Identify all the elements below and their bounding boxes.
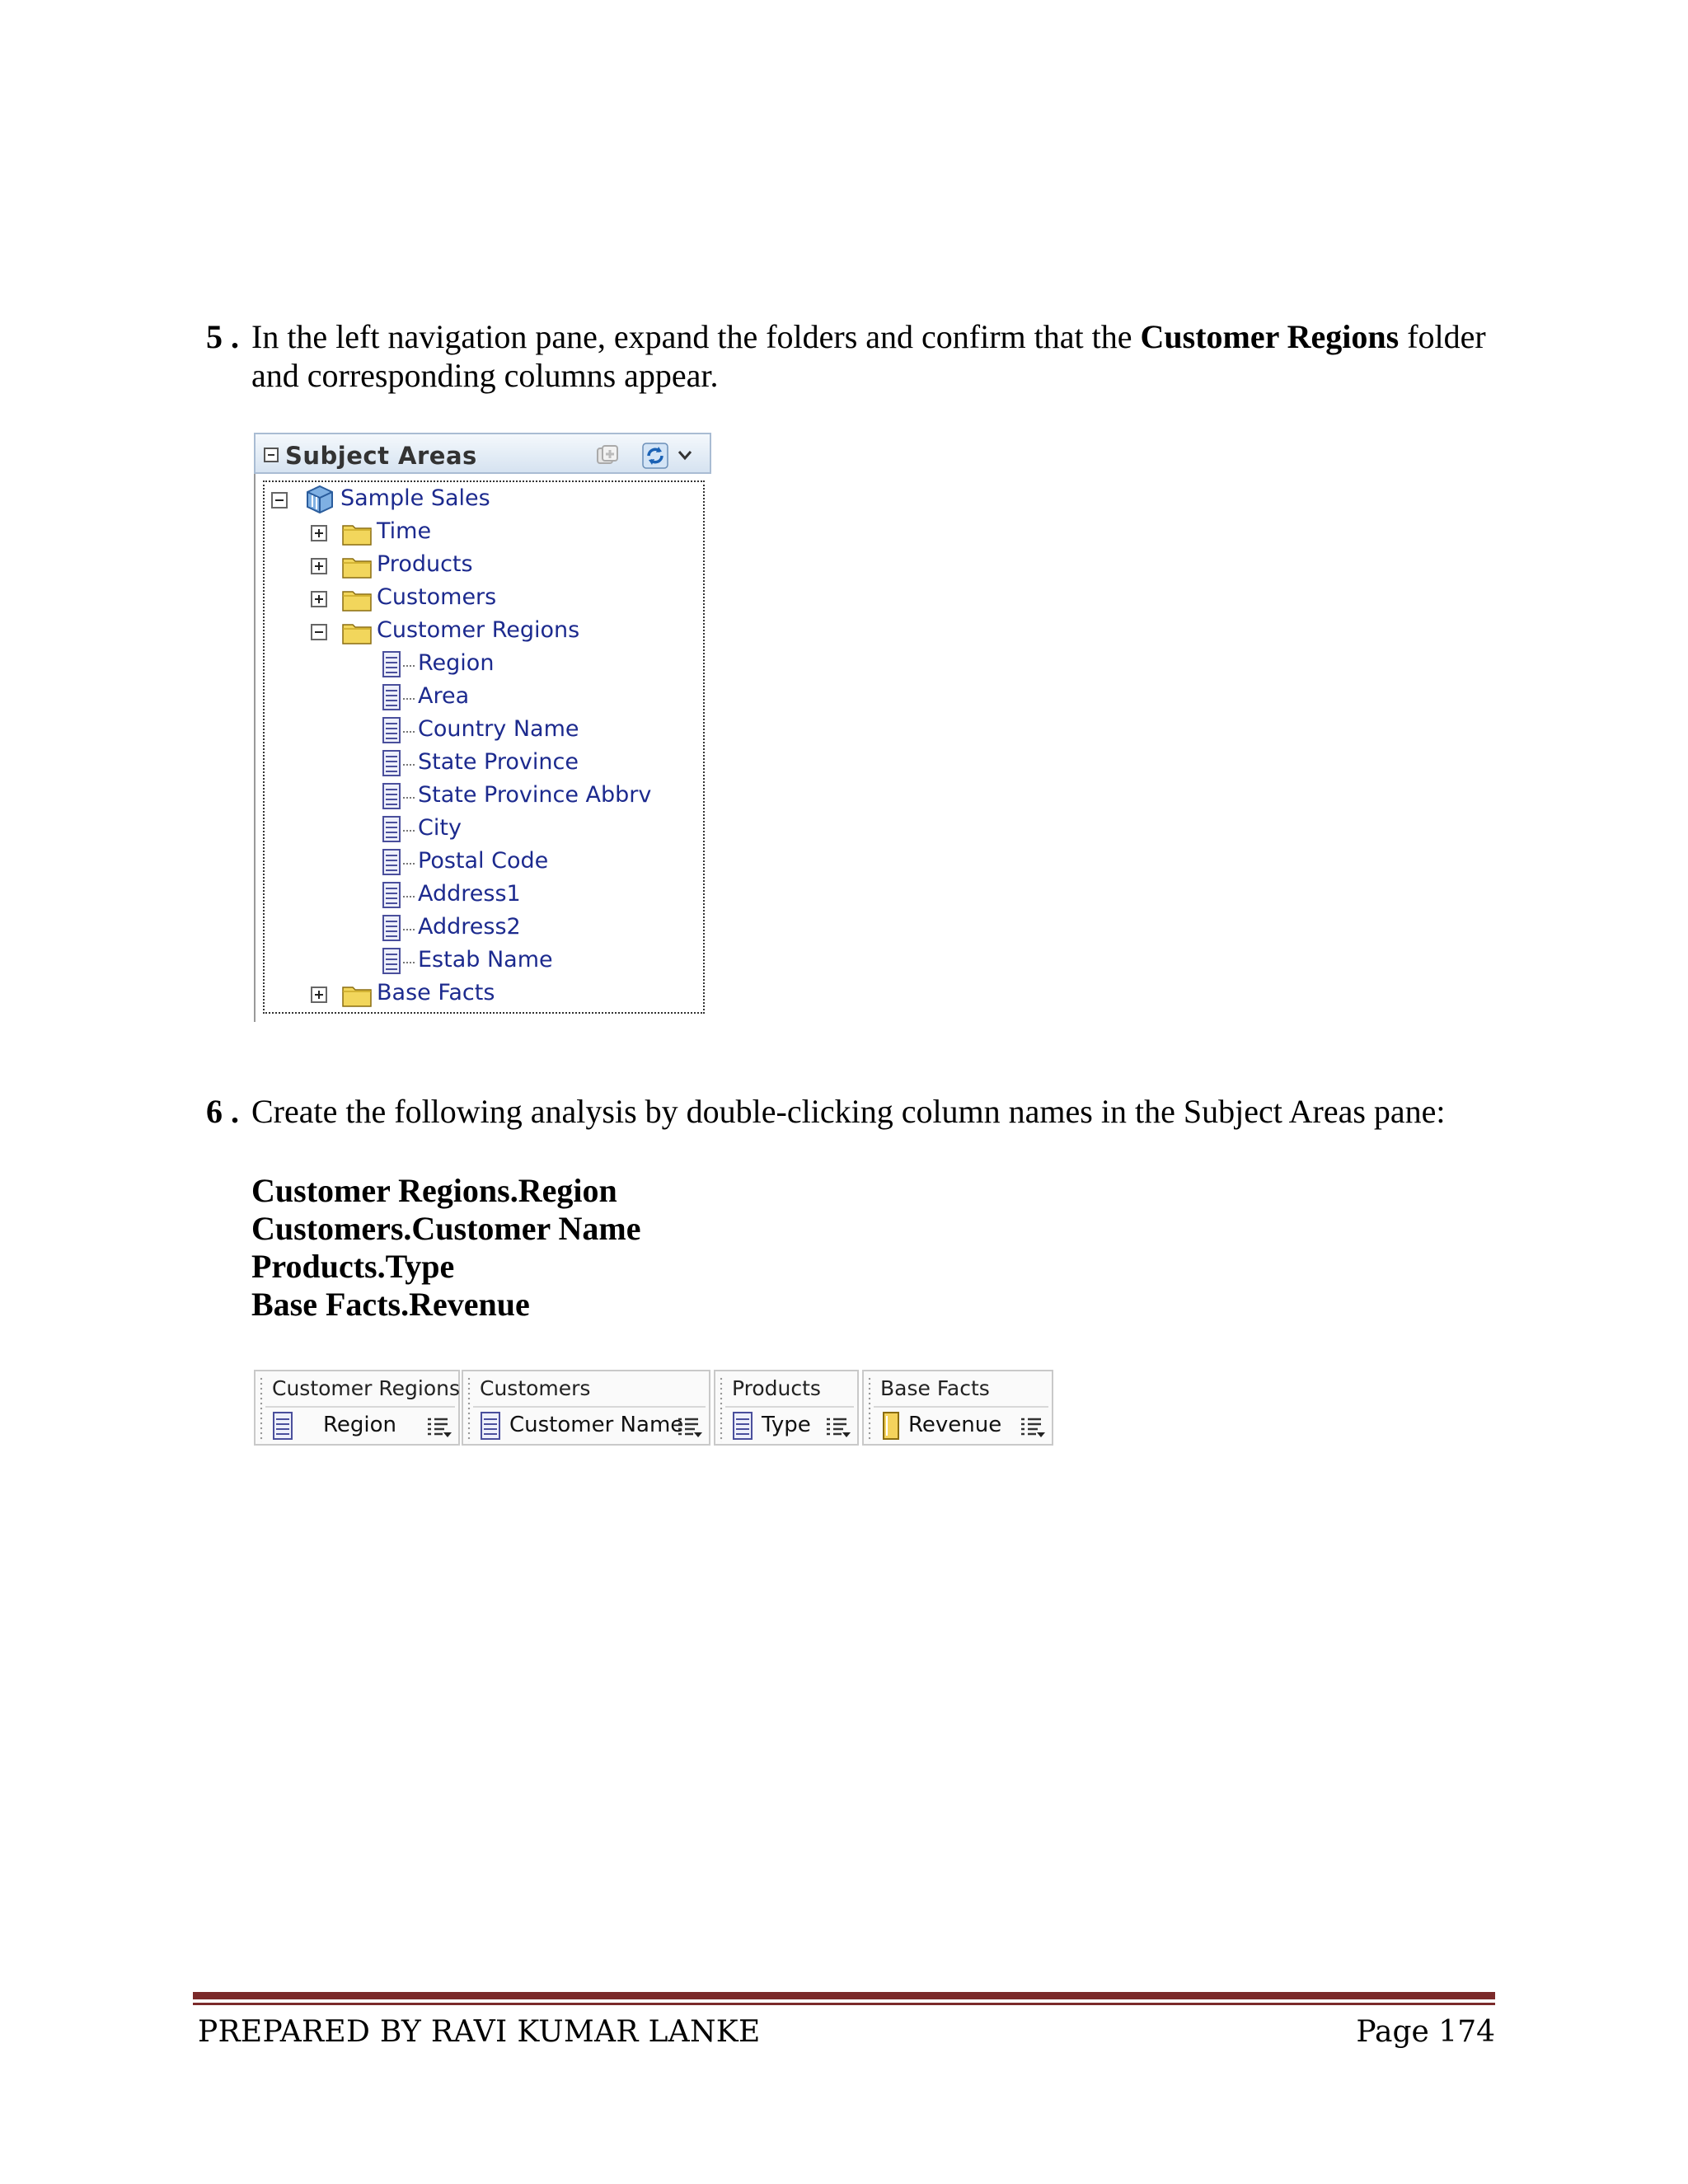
criteria-column-revenue[interactable] — [862, 1370, 1053, 1446]
measure-column-icon — [880, 1411, 902, 1441]
expand-icon[interactable] — [311, 987, 327, 1003]
footer-author: PREPARED BY RAVI KUMAR LANKE — [198, 2015, 761, 2049]
tree-node-label: City — [418, 815, 462, 841]
tree-node-label: Products — [377, 551, 473, 577]
criteria-folder-label: Customers — [480, 1376, 591, 1400]
criteria-column-type[interactable] — [714, 1370, 859, 1446]
criteria-column-customer-name[interactable] — [462, 1370, 710, 1446]
analysis-column: Base Facts.Revenue — [251, 1286, 530, 1323]
add-subject-area-icon[interactable] — [595, 443, 620, 468]
tree-node-label: Address2 — [418, 914, 521, 940]
panel-title: Subject Areas — [285, 442, 477, 470]
expand-icon[interactable] — [311, 558, 327, 574]
tree-node-label: Country Name — [418, 716, 579, 742]
attribute-column-icon — [272, 1411, 293, 1441]
folder-icon — [342, 554, 372, 579]
subject-area-cube-icon — [304, 484, 335, 515]
collapse-icon[interactable] — [271, 492, 288, 509]
column-options-icon[interactable] — [676, 1414, 704, 1441]
attribute-column-icon — [382, 650, 401, 678]
step-number: 6 . — [206, 1093, 239, 1130]
footer-rule — [193, 1992, 1495, 1999]
column-options-icon[interactable] — [824, 1414, 852, 1441]
tree-node-label: Time — [377, 518, 432, 544]
criteria-folder-label: Customer Regions — [272, 1376, 460, 1400]
tree-node-label: Customer Regions — [377, 617, 580, 643]
attribute-column-icon — [382, 716, 401, 744]
tree-node-label: Estab Name — [418, 947, 553, 972]
drag-handle[interactable] — [867, 1376, 872, 1442]
folder-icon — [342, 521, 372, 546]
attribute-column-icon — [732, 1411, 753, 1441]
criteria-folder-label: Base Facts — [880, 1376, 990, 1400]
folder-icon — [342, 587, 372, 612]
criteria-column-region[interactable] — [254, 1370, 460, 1446]
attribute-column-icon — [382, 815, 401, 843]
tree-node-label: Address1 — [418, 881, 521, 907]
attribute-column-icon — [382, 749, 401, 777]
tree-node-label: State Province — [418, 749, 579, 775]
folder-icon — [342, 982, 372, 1007]
subject-areas-panel — [254, 433, 711, 1022]
folder-icon — [342, 620, 372, 644]
drag-handle[interactable] — [259, 1376, 264, 1442]
criteria-column-label: Type — [762, 1413, 811, 1437]
criteria-folder-label: Products — [732, 1376, 821, 1400]
tree-node-label: Customers — [377, 584, 497, 610]
subject-areas-body — [254, 474, 711, 1022]
attribute-column-icon — [480, 1411, 501, 1441]
footer-rule — [193, 2003, 1495, 2005]
refresh-icon[interactable] — [641, 442, 669, 470]
attribute-column-icon — [382, 881, 401, 909]
attribute-column-icon — [382, 914, 401, 942]
subject-areas-header — [254, 433, 711, 474]
criteria-column-label: Revenue — [908, 1413, 1002, 1437]
step-number: 5 . — [206, 318, 239, 355]
column-options-icon[interactable] — [1019, 1414, 1047, 1441]
chevron-down-icon[interactable] — [676, 448, 694, 462]
tree-node-label: Postal Code — [418, 848, 549, 874]
attribute-column-icon — [382, 683, 401, 711]
page-number: Page 174 — [1356, 2015, 1495, 2049]
tree-node-label: Sample Sales — [340, 485, 490, 511]
tree-node-label: Region — [418, 650, 495, 676]
expand-icon[interactable] — [311, 591, 327, 607]
analysis-column: Products.Type — [251, 1248, 455, 1285]
expand-icon[interactable] — [311, 525, 327, 541]
subject-areas-tree — [263, 480, 705, 1014]
criteria-column-label: Customer Name — [509, 1413, 684, 1437]
step-instruction: In the left navigation pane, expand the folders and confirm that the Customer Regions folder and corresponding columns appear. — [251, 318, 1486, 394]
collapse-icon[interactable] — [311, 624, 327, 640]
attribute-column-icon — [382, 782, 401, 810]
analysis-column-list — [251, 1172, 641, 1324]
tree-node-label: Area — [418, 683, 470, 709]
collapse-icon[interactable] — [264, 448, 279, 462]
criteria-column-label: Region — [323, 1413, 397, 1437]
tree-node-label: Base Facts — [377, 980, 495, 1005]
attribute-column-icon — [382, 848, 401, 876]
drag-handle[interactable] — [719, 1376, 724, 1442]
attribute-column-icon — [382, 947, 401, 975]
step-instruction: Create the following analysis by double-clicking column names in the Subject Areas pane: — [251, 1093, 1446, 1130]
analysis-column: Customers.Customer Name — [251, 1210, 641, 1247]
column-options-icon[interactable] — [425, 1414, 453, 1441]
analysis-column: Customer Regions.Region — [251, 1172, 617, 1209]
drag-handle[interactable] — [467, 1376, 471, 1442]
tree-node-label: State Province Abbrv — [418, 782, 652, 808]
